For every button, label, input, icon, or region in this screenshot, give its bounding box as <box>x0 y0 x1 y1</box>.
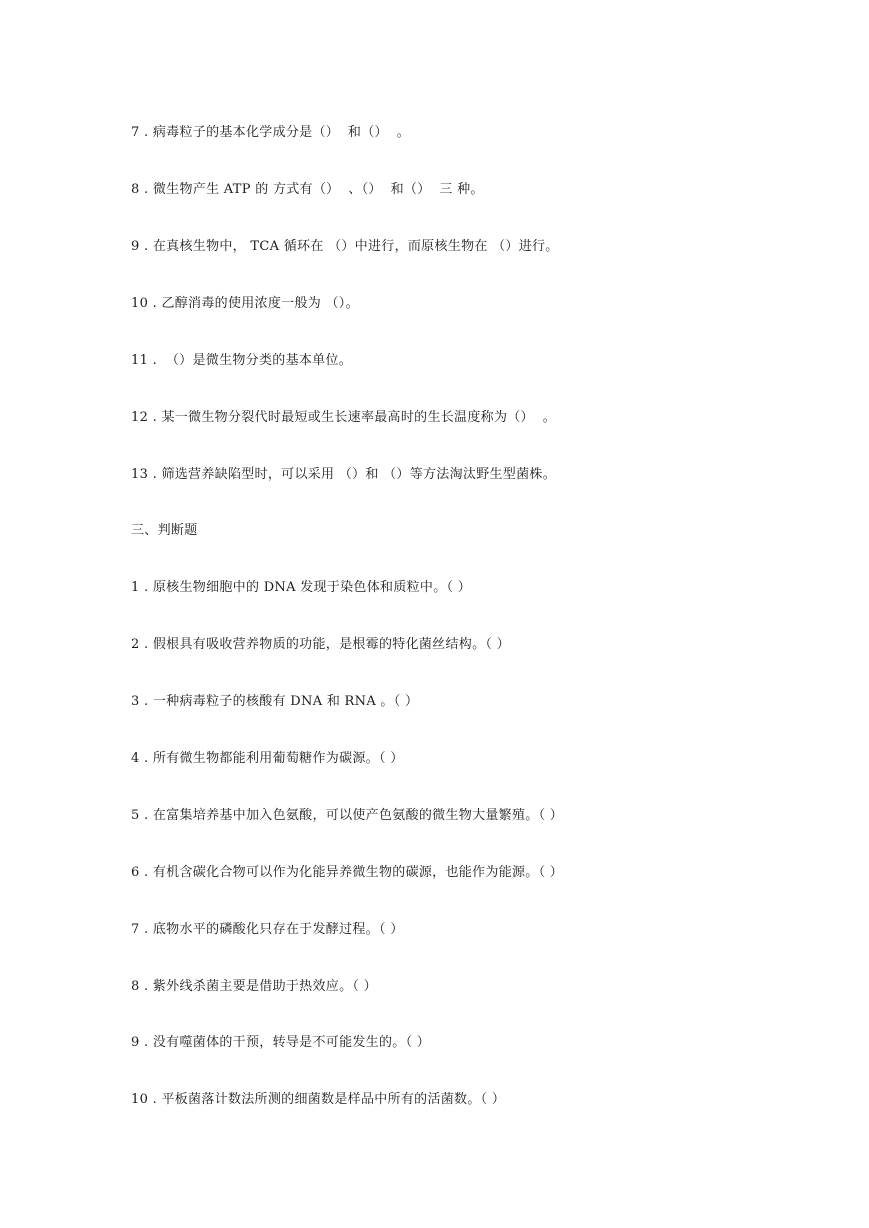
true-false-item: 9 . 没有噬菌体的干预，转导是不可能发生的。（ ） <box>131 1035 431 1050</box>
true-false-item: 8 . 紫外线杀菌主要是借助于热效应。（ ） <box>131 979 377 994</box>
true-false-item: 5 . 在富集培养基中加入色氨酸，可以使产色氨酸的微生物大量繁殖。（ ） <box>131 808 564 823</box>
fill-blank-item: 11 . （）是微生物分类的基本单位。 <box>131 353 353 368</box>
fill-blank-item: 12 . 某一微生物分裂代时最短或生长速率最高时的生长温度称为（） 。 <box>131 410 557 425</box>
fill-blank-item: 9 . 在真核生物中， TCA 循环在 （）中进行，而原核生物在 （）进行。 <box>131 239 559 254</box>
section-heading: 三、判断题 <box>131 523 198 538</box>
fill-blank-item: 7 . 病毒粒子的基本化学成分是（） 和（） 。 <box>131 125 410 140</box>
fill-blank-item: 10 . 乙醇消毒的使用浓度一般为 （）。 <box>131 296 359 311</box>
true-false-item: 3 . 一种病毒粒子的核酸有 DNA 和 RNA 。（ ） <box>131 694 419 709</box>
fill-blank-item: 13 . 筛选营养缺陷型时，可以采用 （）和 （）等方法淘汰野生型菌株。 <box>131 467 557 482</box>
fill-blank-item: 8 . 微生物产生 ATP 的 方式有（） 、（） 和（） 三 种。 <box>131 182 484 197</box>
true-false-item: 4 . 所有微生物都能利用葡萄糖作为碳源。（ ） <box>131 751 404 766</box>
true-false-item: 7 . 底物水平的磷酸化只存在于发酵过程。（ ） <box>131 922 404 937</box>
true-false-item: 2 . 假根具有吸收营养物质的功能，是根霉的特化菌丝结构。（ ） <box>131 637 510 652</box>
true-false-item: 6 . 有机含碳化合物可以作为化能异养微生物的碳源，也能作为能源。（ ） <box>131 865 564 880</box>
true-false-item: 1 . 原核生物细胞中的 DNA 发现于染色体和质粒中。（ ） <box>131 580 472 595</box>
true-false-item: 10 . 平板菌落计数法所测的细菌数是样品中所有的活菌数。（ ） <box>131 1092 506 1107</box>
